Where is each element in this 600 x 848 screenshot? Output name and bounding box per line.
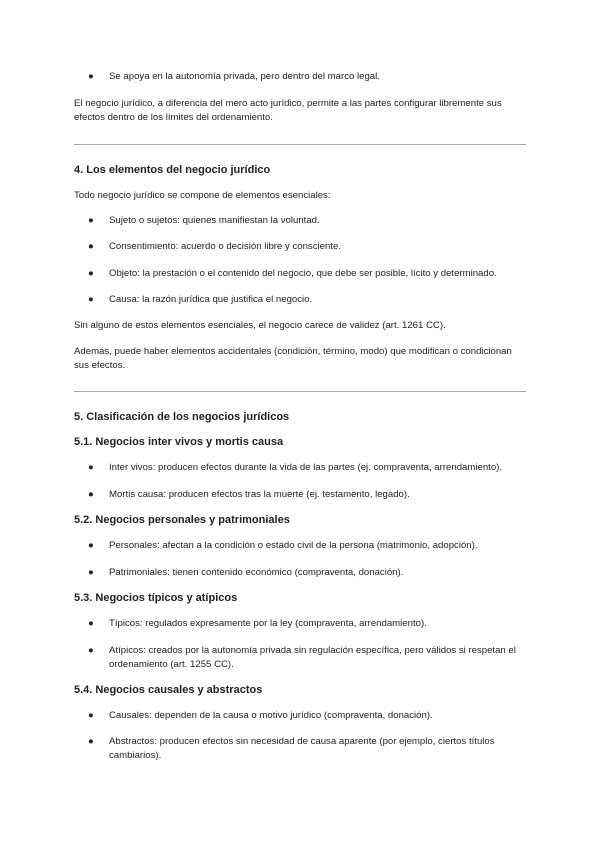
section-4-paragraph: Sin alguno de estos elementos esenciales, el negocio carece de validez (art. 1261 CC).: [74, 320, 446, 331]
list-item-text: Sujeto o sujetos: quienes manifiestan la voluntad.: [109, 215, 320, 226]
list-item: [88, 461, 526, 475]
bullet-icon: ●: [88, 71, 94, 82]
list-item: [88, 488, 526, 502]
list-item-text: Patrimoniales: tienen contenido económico (compraventa, donación).: [109, 567, 404, 578]
list-item-text: Causales: dependen de la causa o motivo jurídico (compraventa, donación).: [109, 710, 433, 721]
bullet-icon: ●: [88, 540, 94, 551]
list-item-text: Personales: afectan a la condición o estado civil de la persona (matrimonio, adopción).: [109, 540, 478, 551]
list-item: [88, 240, 526, 254]
list-item: [88, 709, 526, 723]
bullet-icon: ●: [88, 241, 94, 252]
subsection-heading: 5.2. Negocios personales y patrimoniales: [74, 514, 290, 526]
list-item-text: Causa: la razón jurídica que justifica el negocio.: [109, 294, 313, 305]
bullet-icon: ●: [88, 294, 94, 305]
bullet-icon: ●: [88, 462, 94, 473]
list-item-text: Inter vivos: producen efectos durante la vida de las partes (ej. compraventa, arrendamiento).: [109, 462, 503, 473]
section-divider: [74, 144, 526, 145]
list-item: [88, 539, 526, 553]
bullet-icon: ●: [88, 489, 94, 500]
list-item: [88, 70, 526, 84]
list-item: [88, 644, 526, 672]
section-divider: [74, 391, 526, 392]
section-4-intro: Todo negocio jurídico se compone de elementos esenciales:: [74, 190, 331, 201]
bullet-icon: ●: [88, 618, 94, 629]
list-item-text: Abstractos: producen efectos sin necesidad de causa aparente (por ejemplo, ciertos títulos cambiarios).: [109, 736, 495, 761]
list-item: [88, 566, 526, 580]
bullet-icon: ●: [88, 645, 94, 656]
list-item-text: Objeto: la prestación o el contenido del negocio, que debe ser posible, lícito y determinado.: [109, 268, 497, 279]
section-4-heading: 4. Los elementos del negocio jurídico: [74, 164, 271, 176]
bullet-icon: ●: [88, 710, 94, 721]
bullet-icon: ●: [88, 736, 94, 747]
list-item-text: Atípicos: creados por la autonomía privada sin regulación específica, pero válidos si respetan el ordenamiento (art. 1255 CC).: [109, 645, 516, 670]
bullet-icon: ●: [88, 268, 94, 279]
subsection-heading: 5.3. Negocios típicos y atípicos: [74, 592, 238, 604]
subsection-heading: 5.1. Negocios inter vivos y mortis causa: [74, 436, 284, 448]
list-item: [88, 214, 526, 228]
list-item-text: Se apoya en la autonomía privada, pero dentro del marco legal.: [109, 71, 380, 82]
list-item: [88, 735, 526, 763]
list-item: [88, 293, 526, 307]
list-item-text: Mortis causa: producen efectos tras la muerte (ej. testamento, legado).: [109, 489, 410, 500]
list-item: [88, 617, 526, 631]
bullet-icon: ●: [88, 567, 94, 578]
list-item-text: Consentimiento: acuerdo o decisión libre y consciente.: [109, 241, 341, 252]
list-item: [88, 267, 526, 281]
subsection-heading: 5.4. Negocios causales y abstractos: [74, 684, 263, 696]
intro-paragraph: El negocio jurídico, a diferencia del mero acto jurídico, permite a las partes configurar libremente sus efectos dentro de los límites del ordenamiento.: [74, 98, 502, 123]
section-5-heading: 5. Clasificación de los negocios jurídicos: [74, 411, 290, 423]
section-4-paragraph: Además, puede haber elementos accidentales (condición, término, modo) que modifican o condicionan sus efectos.: [74, 346, 512, 371]
list-item-text: Típicos: regulados expresamente por la ley (compraventa, arrendamiento).: [109, 618, 427, 629]
bullet-icon: ●: [88, 215, 94, 226]
